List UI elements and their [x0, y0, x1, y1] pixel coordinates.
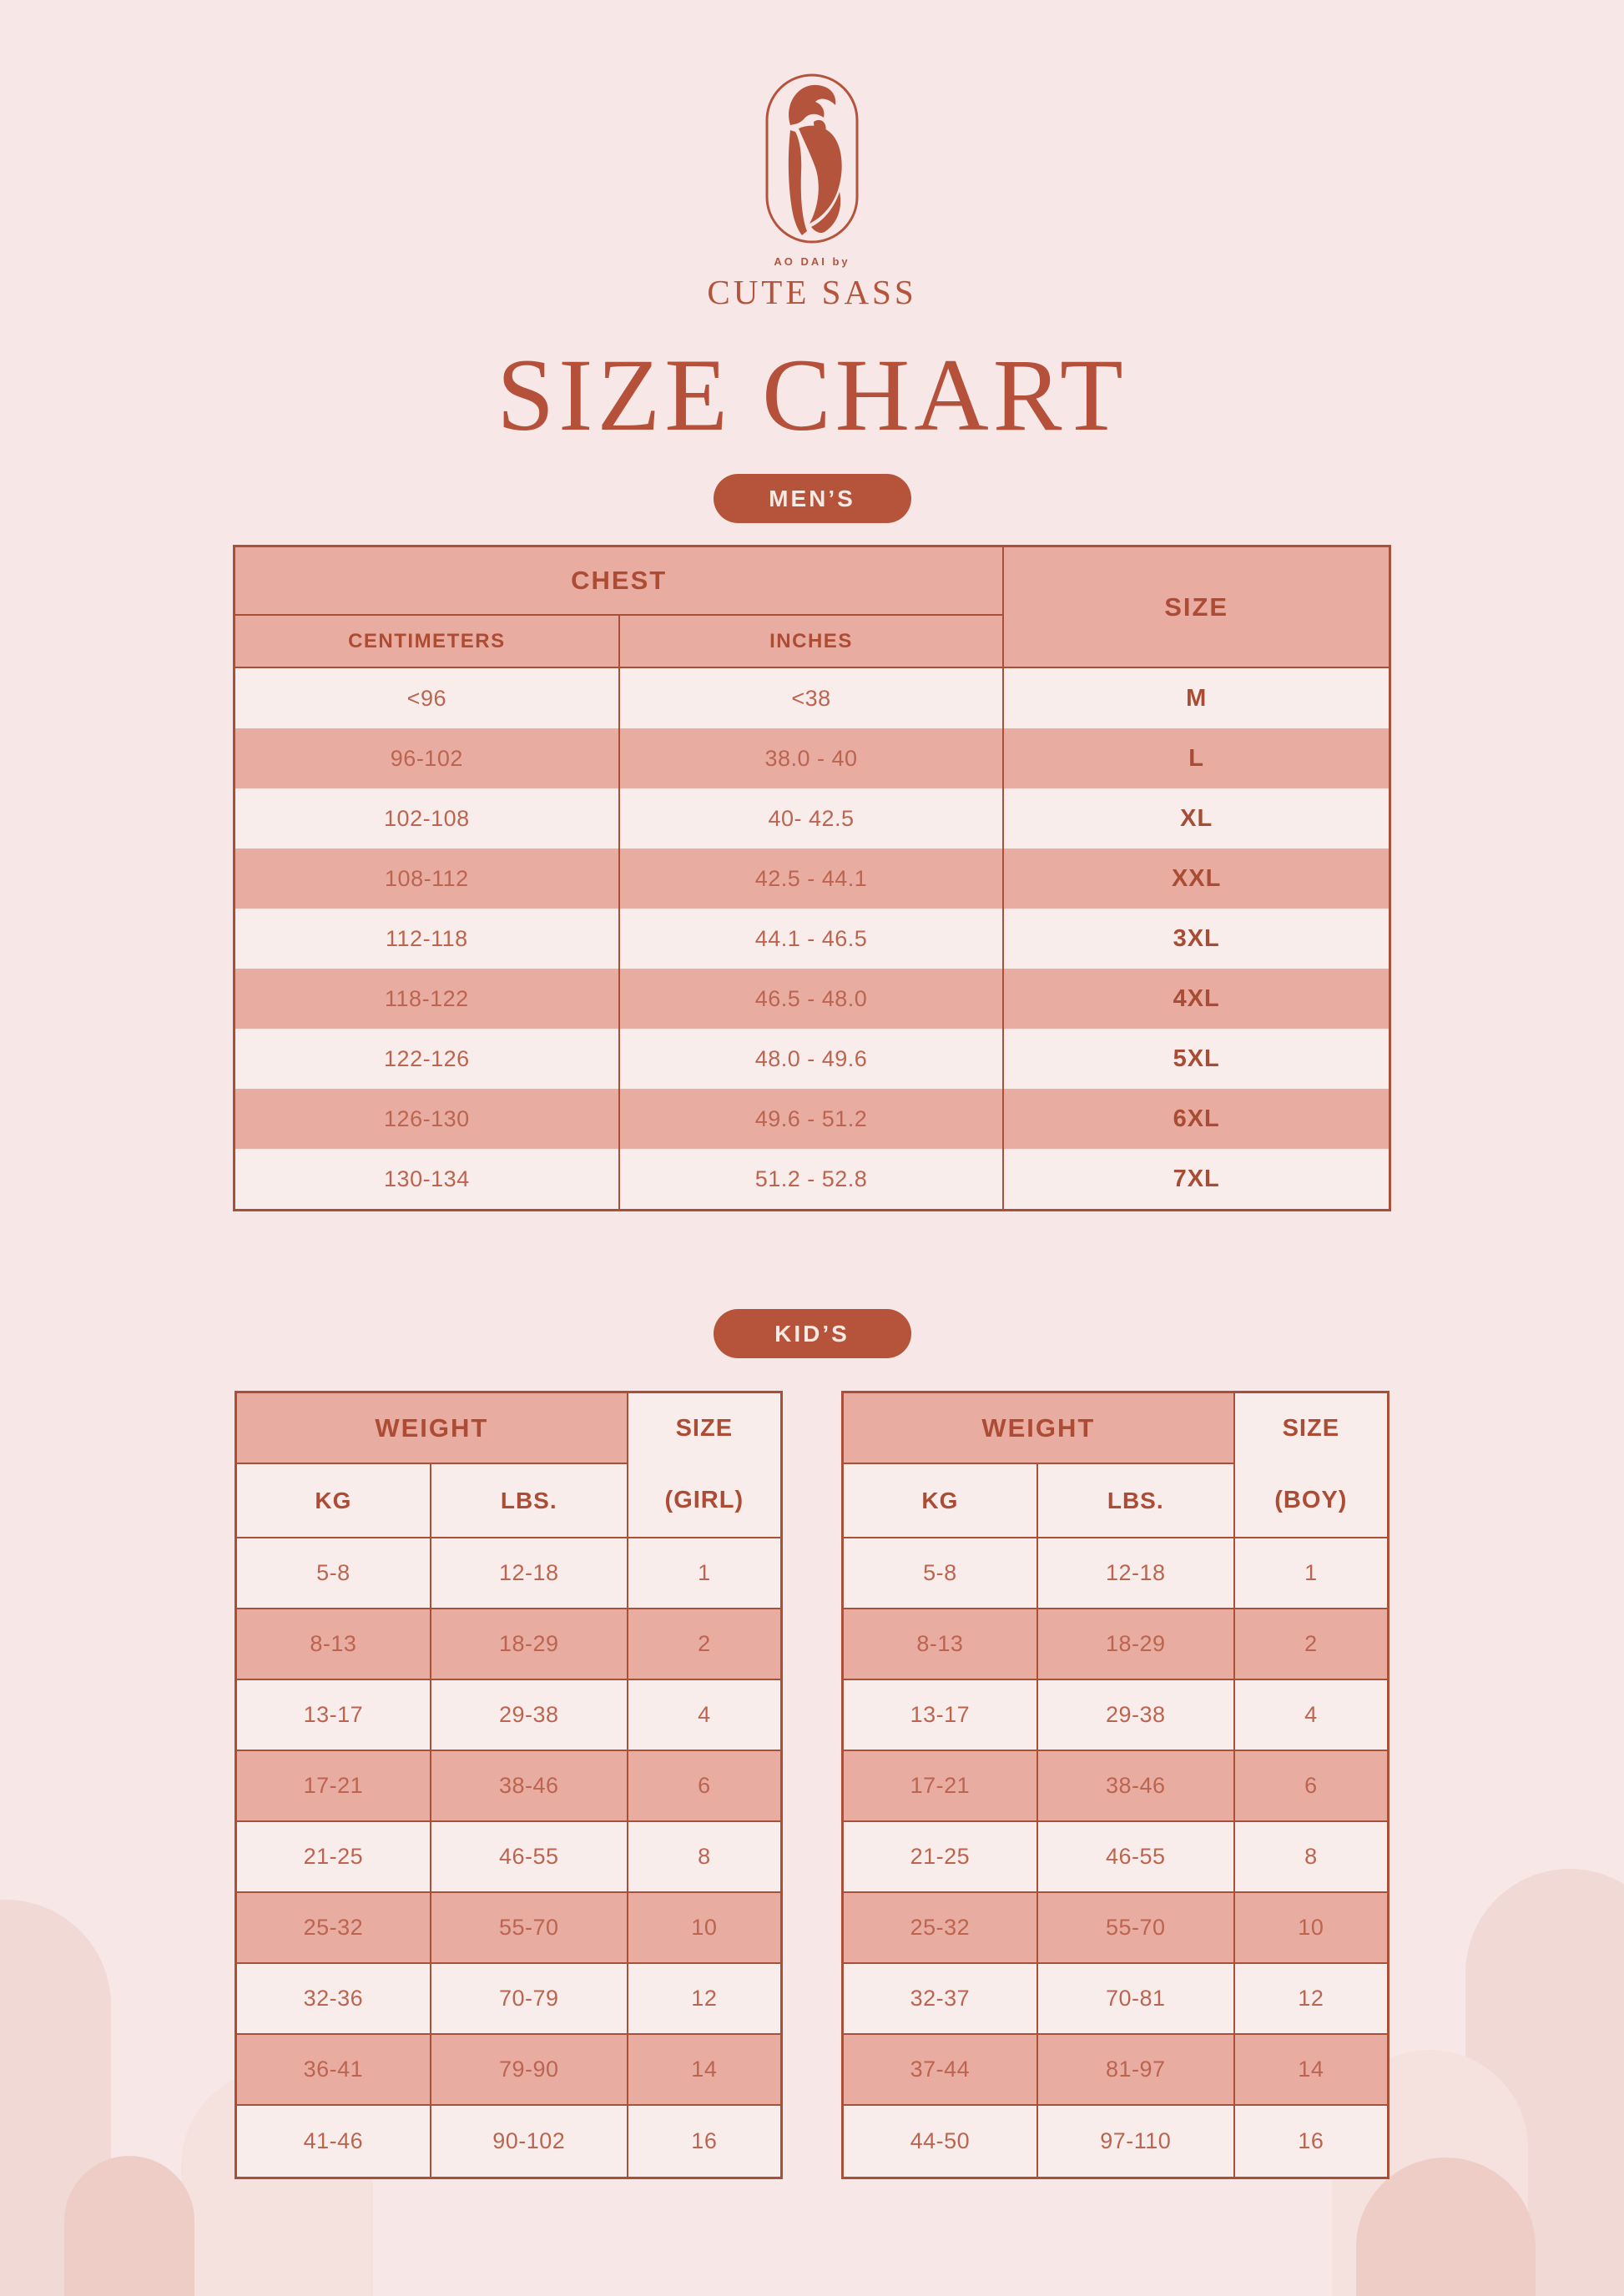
cm-value-cell: 122-126 — [235, 1029, 620, 1089]
lbs-value-cell: 70-79 — [431, 1964, 628, 2035]
kg-value-cell: 32-37 — [844, 1964, 1038, 2035]
cm-value-cell: 96-102 — [235, 728, 620, 788]
lbs-value-cell: 79-90 — [431, 2035, 628, 2106]
mens-size-table — [233, 545, 1391, 1211]
kg-value-cell: 41-46 — [237, 2106, 431, 2177]
brand-logo — [0, 0, 1624, 312]
lbs-value-cell: 70-81 — [1038, 1964, 1235, 2035]
girl-label: (GIRL) — [664, 1486, 744, 1513]
cm-value-cell: 112-118 — [235, 909, 620, 969]
cm-value-cell: 102-108 — [235, 788, 620, 848]
kids-tables — [0, 1391, 1624, 2179]
kg-value-cell: 25-32 — [237, 1893, 431, 1964]
kg-value-cell: 25-32 — [844, 1893, 1038, 1964]
weight-header: WEIGHT — [237, 1393, 628, 1464]
boy-label: (BOY) — [1274, 1486, 1348, 1513]
lbs-value-cell: 29-38 — [431, 1680, 628, 1751]
kg-value-cell: 44-50 — [844, 2106, 1038, 2177]
size-value-cell: 16 — [1235, 2106, 1387, 2177]
lbs-value-cell: 46-55 — [1038, 1822, 1235, 1893]
kids-badge — [714, 1309, 911, 1358]
girls-size-table — [235, 1391, 783, 2179]
cm-value-cell: 130-134 — [235, 1149, 620, 1209]
inches-value-cell: 46.5 - 48.0 — [620, 969, 1005, 1029]
kg-header: KG — [237, 1464, 431, 1538]
inches-value-cell: 48.0 - 49.6 — [620, 1029, 1005, 1089]
lbs-value-cell: 29-38 — [1038, 1680, 1235, 1751]
lbs-header: LBS. — [1038, 1464, 1235, 1538]
kg-value-cell: 32-36 — [237, 1964, 431, 2035]
inches-value-cell: 51.2 - 52.8 — [620, 1149, 1005, 1209]
kg-value-cell: 17-21 — [237, 1751, 431, 1822]
size-header: SIZE — [1004, 547, 1389, 668]
lbs-value-cell: 46-55 — [431, 1822, 628, 1893]
size-value-cell: 4 — [1235, 1680, 1387, 1751]
lbs-value-cell: 55-70 — [1038, 1893, 1235, 1964]
lbs-value-cell: 12-18 — [1038, 1538, 1235, 1609]
mens-badge — [714, 474, 911, 523]
size-value-cell: 6 — [1235, 1751, 1387, 1822]
size-value-cell: 8 — [1235, 1822, 1387, 1893]
lbs-value-cell: 18-29 — [1038, 1609, 1235, 1680]
kg-value-cell: 8-13 — [844, 1609, 1038, 1680]
size-boy-header — [1235, 1393, 1387, 1538]
page-title: SIZE CHART — [497, 338, 1127, 452]
mens-badge-label: MEN’S — [769, 485, 855, 511]
size-value-cell: L — [1004, 728, 1389, 788]
size-value-cell: 16 — [628, 2106, 780, 2177]
size-value-cell: 5XL — [1004, 1029, 1389, 1089]
inches-value-cell: 38.0 - 40 — [620, 728, 1005, 788]
weight-header: WEIGHT — [844, 1393, 1235, 1464]
lbs-value-cell: 18-29 — [431, 1609, 628, 1680]
cm-value-cell: <96 — [235, 668, 620, 728]
lbs-value-cell: 38-46 — [1038, 1751, 1235, 1822]
lbs-header: LBS. — [431, 1464, 628, 1538]
kg-value-cell: 13-17 — [844, 1680, 1038, 1751]
kg-value-cell: 36-41 — [237, 2035, 431, 2106]
kg-value-cell: 8-13 — [237, 1609, 431, 1680]
size-value-cell: XXL — [1004, 848, 1389, 909]
size-value-cell: 6XL — [1004, 1089, 1389, 1149]
size-value-cell: 10 — [1235, 1893, 1387, 1964]
size-girl-header — [628, 1393, 780, 1538]
size-value-cell: 1 — [1235, 1538, 1387, 1609]
inches-value-cell: 44.1 - 46.5 — [620, 909, 1005, 969]
lbs-value-cell: 38-46 — [431, 1751, 628, 1822]
centimeters-header: CENTIMETERS — [235, 616, 620, 668]
size-value-cell: 2 — [1235, 1609, 1387, 1680]
kg-value-cell: 21-25 — [237, 1822, 431, 1893]
inches-header: INCHES — [620, 616, 1005, 668]
size-value-cell: 10 — [628, 1893, 780, 1964]
cm-value-cell: 118-122 — [235, 969, 620, 1029]
size-value-cell: 3XL — [1004, 909, 1389, 969]
kg-value-cell: 13-17 — [237, 1680, 431, 1751]
inches-value-cell: 40- 42.5 — [620, 788, 1005, 848]
lbs-value-cell: 90-102 — [431, 2106, 628, 2177]
lbs-value-cell: 12-18 — [431, 1538, 628, 1609]
size-value-cell: 14 — [628, 2035, 780, 2106]
kg-header: KG — [844, 1464, 1038, 1538]
lbs-value-cell: 81-97 — [1038, 2035, 1235, 2106]
chest-header: CHEST — [235, 547, 1004, 616]
kg-value-cell: 37-44 — [844, 2035, 1038, 2106]
size-value-cell: 12 — [1235, 1964, 1387, 2035]
cm-value-cell: 126-130 — [235, 1089, 620, 1149]
boys-size-table — [841, 1391, 1389, 2179]
kg-value-cell: 21-25 — [844, 1822, 1038, 1893]
brand-tagline: AO DAI by — [774, 255, 850, 268]
inches-value-cell: 49.6 - 51.2 — [620, 1089, 1005, 1149]
kg-value-cell: 5-8 — [844, 1538, 1038, 1609]
kg-value-cell: 17-21 — [844, 1751, 1038, 1822]
inches-value-cell: <38 — [620, 668, 1005, 728]
ao-dai-woman-icon — [765, 73, 859, 244]
size-value-cell: 4XL — [1004, 969, 1389, 1029]
size-value-cell: 7XL — [1004, 1149, 1389, 1209]
size-value-cell: 1 — [628, 1538, 780, 1609]
size-value-cell: 2 — [628, 1609, 780, 1680]
kg-value-cell: 5-8 — [237, 1538, 431, 1609]
size-label: SIZE — [675, 1414, 734, 1442]
size-value-cell: XL — [1004, 788, 1389, 848]
cm-value-cell: 108-112 — [235, 848, 620, 909]
lbs-value-cell: 97-110 — [1038, 2106, 1235, 2177]
kids-badge-label: KID’S — [774, 1320, 850, 1347]
size-value-cell: 4 — [628, 1680, 780, 1751]
size-value-cell: 6 — [628, 1751, 780, 1822]
inches-value-cell: 42.5 - 44.1 — [620, 848, 1005, 909]
lbs-value-cell: 55-70 — [431, 1893, 628, 1964]
size-value-cell: 8 — [628, 1822, 780, 1893]
size-value-cell: 12 — [628, 1964, 780, 2035]
size-label: SIZE — [1282, 1414, 1340, 1442]
size-value-cell: M — [1004, 668, 1389, 728]
brand-name: CUTE SASS — [707, 273, 917, 311]
size-value-cell: 14 — [1235, 2035, 1387, 2106]
